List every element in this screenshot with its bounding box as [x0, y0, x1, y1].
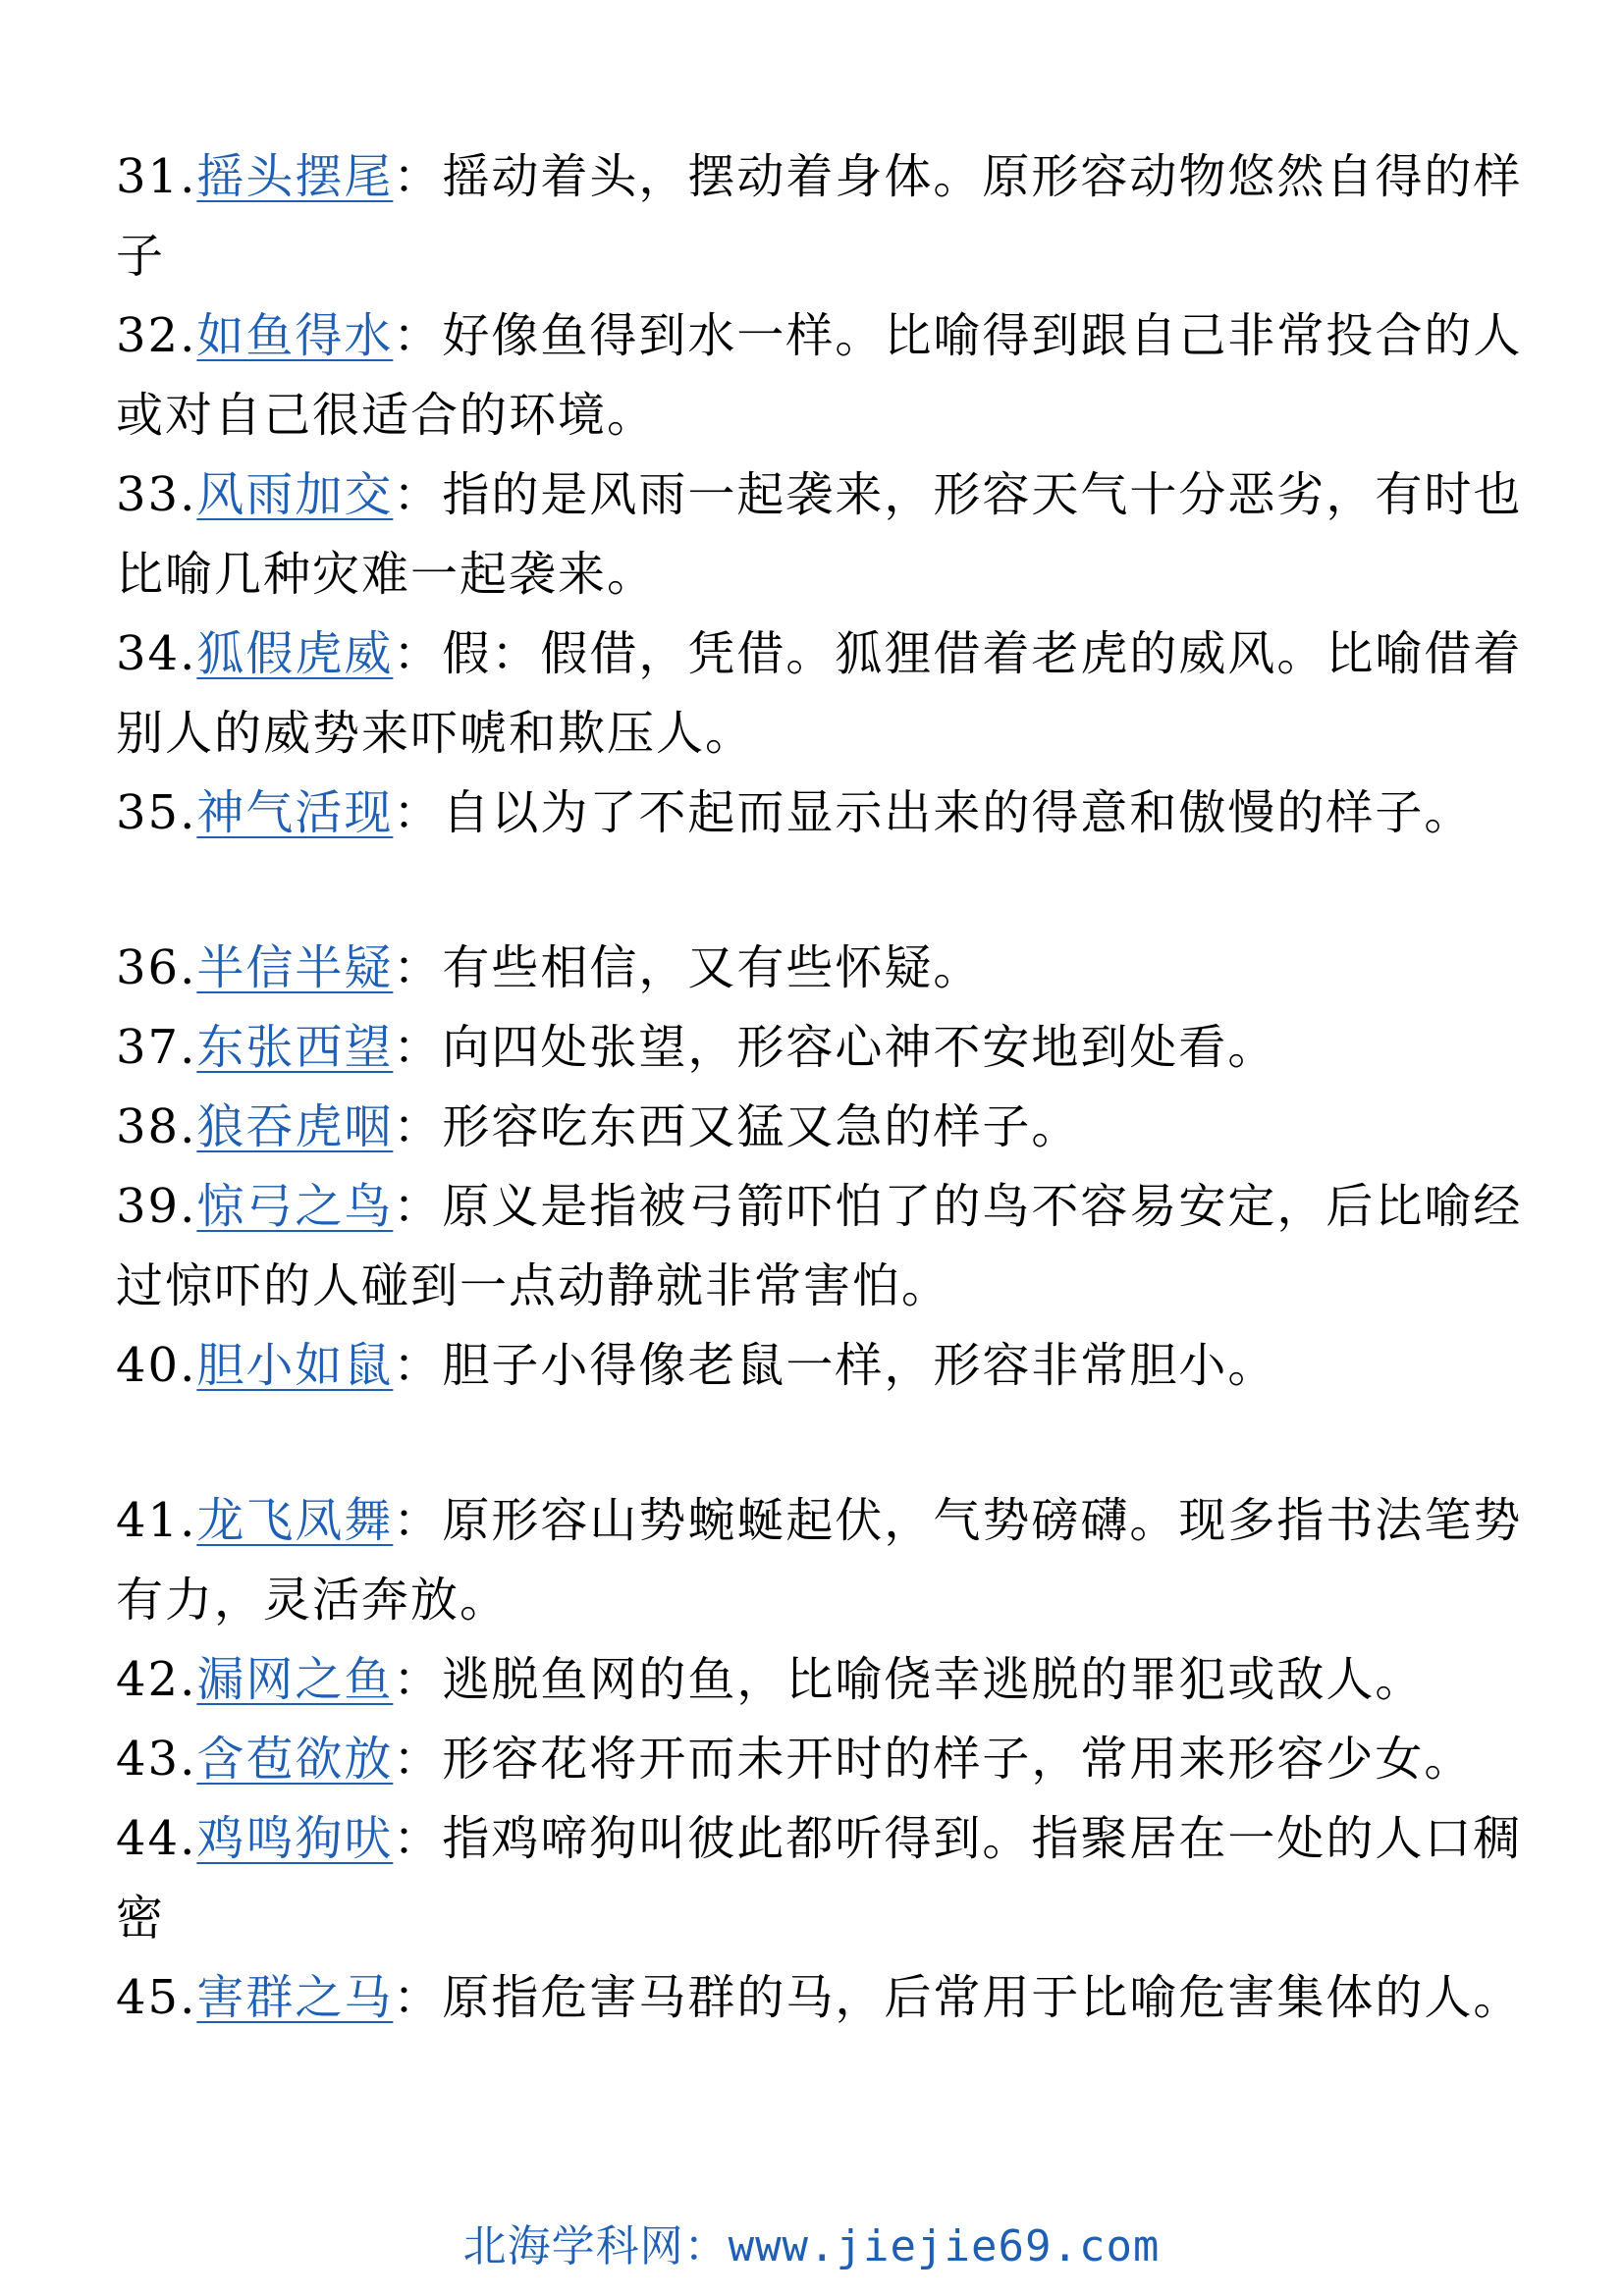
idiom-link[interactable]: 狼吞虎咽 [196, 1099, 394, 1154]
separator: ： [393, 1020, 443, 1075]
separator: ： [393, 467, 443, 522]
idiom-entry [116, 455, 1530, 614]
separator: ： [393, 1732, 443, 1787]
definition-text: 自以为了不起而显示出来的得意和傲慢的样子。 [442, 785, 1474, 840]
idiom-link[interactable]: 摇头摆尾 [196, 149, 394, 204]
definition-text: 向四处张望，形容心神不安地到处看。 [442, 1020, 1277, 1075]
entry-number: 44. [116, 1811, 197, 1866]
entry-number: 40. [116, 1338, 197, 1393]
separator: ： [393, 1811, 443, 1866]
entry-number: 42. [116, 1652, 197, 1707]
idiom-entry [116, 774, 1530, 853]
entry-number: 32. [116, 308, 197, 363]
idiom-list [116, 137, 1530, 2038]
group-spacer [116, 1406, 1530, 1481]
idiom-entry [116, 1326, 1530, 1406]
idiom-entry [116, 1088, 1530, 1167]
idiom-link[interactable]: 漏网之鱼 [196, 1652, 394, 1707]
idiom-entry [116, 1008, 1530, 1088]
footer-url-link[interactable]: www.jiejie69.com [728, 2221, 1161, 2271]
idiom-link[interactable]: 神气活现 [196, 785, 394, 840]
entry-number: 43. [116, 1732, 197, 1787]
idiom-entry [116, 929, 1530, 1008]
idiom-link[interactable]: 胆小如鼠 [196, 1338, 394, 1393]
idiom-entry [116, 614, 1530, 774]
definition-text: 指鸡啼狗叫彼此都听得到。指聚居在一处的人口稠密 [116, 1811, 1523, 1946]
separator: ： [393, 1493, 443, 1548]
definition-text: 逃脱鱼网的鱼，比喻侥幸逃脱的罪犯或敌人。 [442, 1652, 1425, 1707]
definition-text: 形容花将开而未开时的样子，常用来形容少女。 [442, 1732, 1474, 1787]
entry-number: 36. [116, 940, 197, 995]
entry-number: 34. [116, 626, 197, 681]
definition-text: 原形容山势蜿蜒起伏，气势磅礴。现多指书法笔势有力，灵活奔放。 [116, 1493, 1523, 1628]
idiom-link[interactable]: 半信半疑 [196, 940, 394, 995]
idiom-entry [116, 1167, 1530, 1326]
definition-text: 摇动着头，摆动着身体。原形容动物悠然自得的样子 [116, 149, 1523, 284]
site-footer [0, 2211, 1623, 2273]
definition-text: 原义是指被弓箭吓怕了的鸟不容易安定，后比喻经过惊吓的人碰到一点动静就非常害怕。 [116, 1179, 1523, 1313]
idiom-entry [116, 1640, 1530, 1720]
definition-text: 指的是风雨一起袭来，形容天气十分恶劣，有时也比喻几种灾难一起袭来。 [116, 467, 1523, 602]
separator: ： [393, 940, 443, 995]
definition-text: 假：假借，凭借。狐狸借着老虎的威风。比喻借着别人的威势来吓唬和欺压人。 [116, 626, 1523, 761]
definition-text: 好像鱼得到水一样。比喻得到跟自己非常投合的人或对自己很适合的环境。 [116, 308, 1523, 443]
separator: ： [393, 1652, 443, 1707]
entry-number: 45. [116, 1970, 197, 2025]
idiom-link[interactable]: 如鱼得水 [196, 308, 394, 363]
separator: ： [393, 1179, 443, 1234]
entry-number: 41. [116, 1493, 197, 1548]
entry-number: 31. [116, 149, 197, 204]
idiom-link[interactable]: 惊弓之鸟 [196, 1179, 394, 1234]
idiom-link[interactable]: 龙飞凤舞 [196, 1493, 394, 1548]
separator: ： [393, 1970, 443, 2025]
separator: ： [393, 626, 443, 681]
entry-number: 35. [116, 785, 197, 840]
idiom-link[interactable]: 害群之马 [196, 1970, 394, 2025]
footer-label: 北海学科网： [462, 2221, 729, 2271]
separator: ： [393, 308, 443, 363]
entry-number: 38. [116, 1099, 197, 1154]
entry-number: 37. [116, 1020, 197, 1075]
separator: ： [393, 785, 443, 840]
idiom-group [116, 929, 1530, 1406]
idiom-entry [116, 1958, 1530, 2038]
idiom-group [116, 1481, 1530, 2038]
idiom-entry [116, 1720, 1530, 1799]
idiom-entry [116, 1799, 1530, 1958]
idiom-entry [116, 296, 1530, 455]
separator: ： [393, 1338, 443, 1393]
idiom-link[interactable]: 东张西望 [196, 1020, 394, 1075]
idiom-link[interactable]: 风雨加交 [196, 467, 394, 522]
definition-text: 原指危害马群的马，后常用于比喻危害集体的人。 [442, 1970, 1523, 2025]
idiom-entry [116, 1481, 1530, 1640]
separator: ： [393, 1099, 443, 1154]
definition-text: 有些相信，又有些怀疑。 [442, 940, 983, 995]
separator: ： [393, 149, 443, 204]
idiom-link[interactable]: 狐假虎威 [196, 626, 394, 681]
idiom-link[interactable]: 鸡鸣狗吠 [196, 1811, 394, 1866]
idiom-group [116, 137, 1530, 853]
entry-number: 39. [116, 1179, 197, 1234]
definition-text: 胆子小得像老鼠一样，形容非常胆小。 [442, 1338, 1277, 1393]
idiom-entry [116, 137, 1530, 296]
group-spacer [116, 853, 1530, 929]
definition-text: 形容吃东西又猛又急的样子。 [442, 1099, 1081, 1154]
idiom-link[interactable]: 含苞欲放 [196, 1732, 394, 1787]
entry-number: 33. [116, 467, 197, 522]
